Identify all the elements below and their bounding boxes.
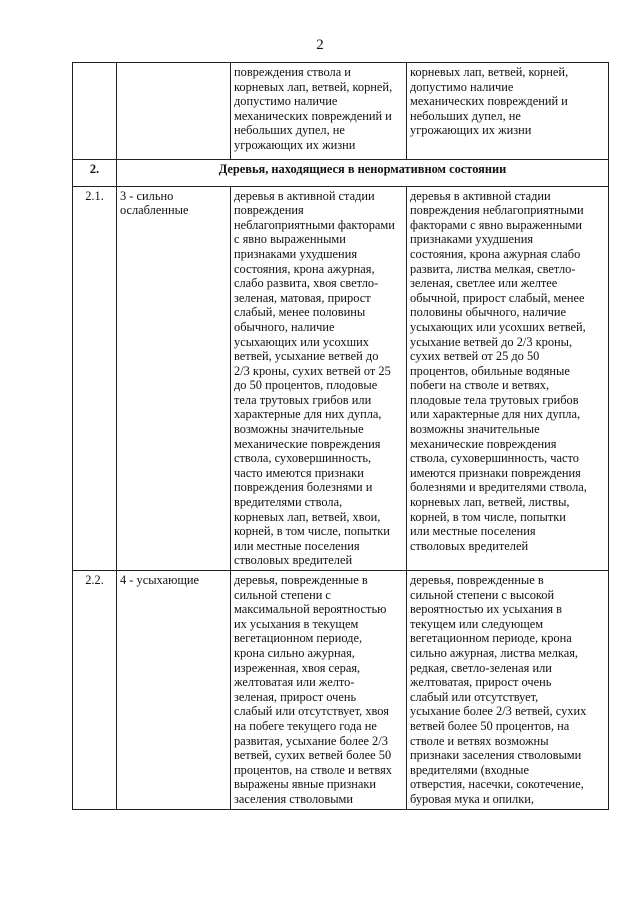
cell-number-empty: [73, 63, 117, 160]
row-description-col3: деревья в активной стадии повреждения неблагоприятными факторами с явно выраженными признаками ухудшения состояния, крона ажурная, слабо развита, хвоя светло- зеленая, матовая, прирост слабый, менее половины обычного, наличие усыхающих или усохших ветвей, усыхание ветвей до 2/3 кроны, сухих ветвей от 25 до 50 процентов, плодовые тела трутовых грибов или характерные для них дупла, возможны значительные механические повреждения ствола, суховершинность, часто имеются признаки повреждения болезнями и вредителями ствола, корневых лап, ветвей, хвои, корней, в том числе, попытки или местные поселения стволовых вредителей: [231, 186, 407, 570]
row-number: 2.1.: [73, 186, 117, 570]
cell-continuation-col3: повреждения ствола и корневых лап, ветвей, корней, допустимо наличие механических повреждений и небольших дупел, не угрожающих их жизни: [231, 63, 407, 160]
tree-condition-table: [72, 62, 609, 810]
row-number: 2.2.: [73, 571, 117, 810]
cell-category-empty: [117, 63, 231, 160]
row-category: 4 - усыхающие: [117, 571, 231, 810]
row-category: 3 - сильно ослабленные: [117, 186, 231, 570]
table-row-continuation: [73, 63, 609, 160]
table-row: [73, 186, 609, 570]
row-description-col3: деревья, поврежденные в сильной степени с максимальной вероятностью их усыхания в текущем вегетационном периоде, крона сильно ажурная, изреженная, хвоя серая, желтоватая или желто- зеленая, прирост очень слабый или отсутствует, хвоя на побеге текущего года не развитая, усыхание более 2/3 ветвей, сухих ветвей более 50 процентов, на стволе и ветвях выражены явные признаки заселения стволовыми: [231, 571, 407, 810]
page-number: 2: [316, 37, 324, 53]
section-number: 2.: [73, 159, 117, 186]
row-description-col4: деревья, поврежденные в сильной степени с высокой вероятностью их усыхания в текущем или следующем вегетационном периоде, крона сильно ажурная, листва мелкая, редкая, светло-зеленая или желтоватая, прирост очень слабый или отсутствует, усыхание более 2/3 ветвей, сухих ветвей более 50 процентов, на стволе и ветвях возможны признаки заселения стволовыми вредителями (входные отверстия, насечки, сокотечение, буровая мука и опилки,: [407, 571, 609, 810]
cell-continuation-col4: корневых лап, ветвей, корней, допустимо наличие механических повреждений и небольших дупел, не угрожающих их жизни: [407, 63, 609, 160]
row-description-col4: деревья в активной стадии повреждения неблагоприятными факторами с явно выраженными признаками ухудшения состояния, крона ажурная слабо развита, листва мелкая, светло- зеленая, светлее или желтее обычной, прирост слабый, менее половины обычного, наличие усыхающих или усохших ветвей, усыхание ветвей до 2/3 кроны, сухих ветвей от 25 до 50 процентов, обильные водяные побеги на стволе и ветвях, плодовые тела трутовых грибов или характерные для них дупла, возможны значительные механические повреждения ствола, суховершинность, часто имеются признаки повреждения болезнями и вредителями ствола, корневых лап, ветвей, листвы, корней, в том числе, попытки или местные поселения стволовых вредителей: [407, 186, 609, 570]
table-row: [73, 571, 609, 810]
table-row-section: [73, 159, 609, 186]
section-title: Деревья, находящиеся в ненормативном состоянии: [117, 159, 609, 186]
